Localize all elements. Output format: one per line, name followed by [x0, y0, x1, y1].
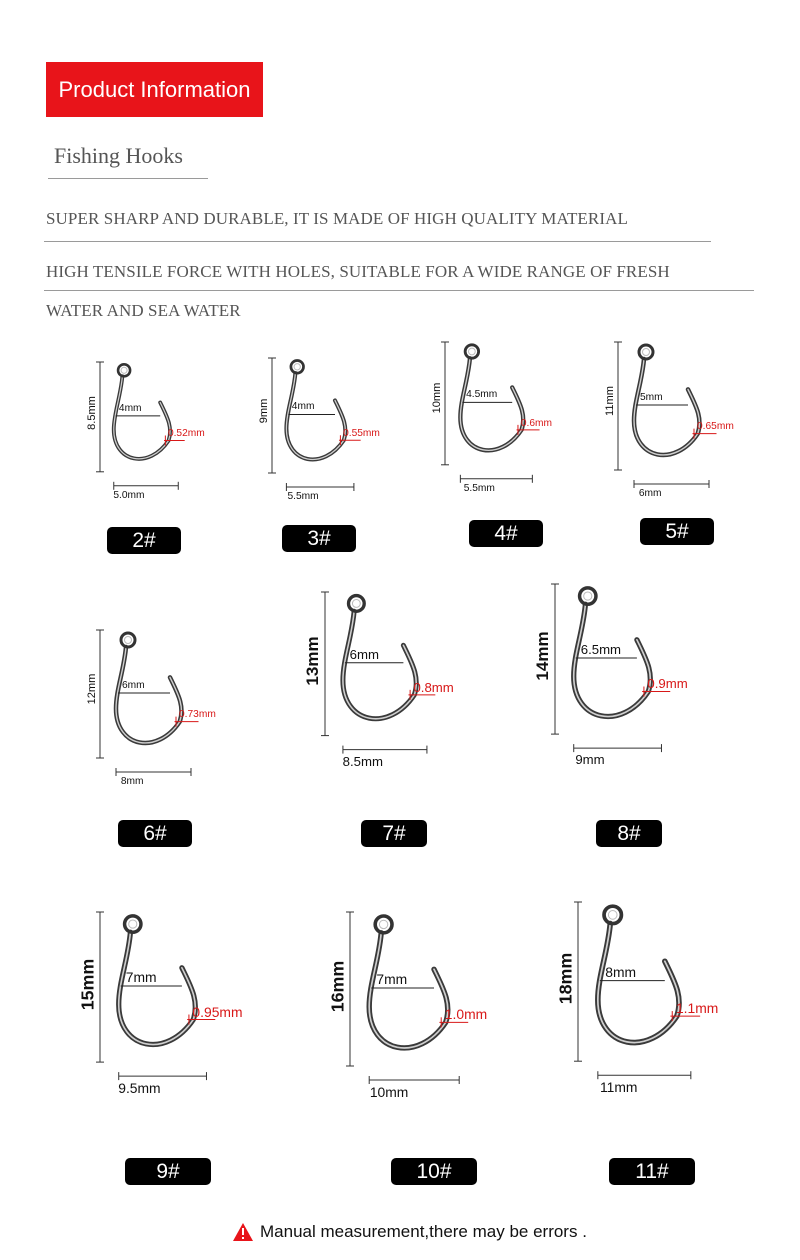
- hook-gap-label: 7mm: [125, 969, 157, 986]
- hook-wire-label: 0.95mm: [192, 1003, 243, 1020]
- hook-length-label: 8.5mm: [86, 396, 98, 430]
- hook-gap-label: 5mm: [640, 391, 663, 403]
- hook-gap-label: 6.5mm: [580, 641, 622, 657]
- hook-size-tag: 3#: [282, 525, 356, 552]
- hook-length-label: 10mm: [431, 383, 443, 414]
- hook-width-label: 11mm: [599, 1079, 638, 1096]
- hook-wire-label: 0.6mm: [520, 417, 552, 429]
- hook-size-tag: 5#: [640, 518, 714, 545]
- hook-width-label: 9.5mm: [118, 1080, 161, 1097]
- hook-length-label: 9mm: [258, 398, 270, 424]
- hook-size-tag: 6#: [118, 820, 192, 847]
- hook-length-label: 15mm: [77, 958, 98, 1011]
- hook-wire-label: 1.1mm: [675, 1000, 719, 1017]
- hook-width-label: 5.5mm: [287, 491, 319, 502]
- hook-length-label: 12mm: [86, 673, 98, 704]
- description-divider-1: [44, 241, 711, 242]
- hook-size-tag: 10#: [391, 1158, 477, 1185]
- hook-width-label: 8.5mm: [342, 753, 383, 769]
- hook-gap-label: 4mm: [118, 402, 142, 414]
- product-information-banner: Product Information: [46, 62, 263, 117]
- hook-size-tag: 11#: [609, 1158, 695, 1185]
- hook-wire-label: 0.52mm: [167, 428, 205, 440]
- warning-icon: [232, 1222, 254, 1242]
- hook-width-label: 9mm: [575, 752, 605, 768]
- hook-size-tag: 9#: [125, 1158, 211, 1185]
- hook-wire-label: 1.0mm: [444, 1006, 488, 1023]
- hook-length-label: 14mm: [533, 631, 552, 681]
- hook-wire-label: 0.55mm: [343, 428, 380, 440]
- hook-width-label: 6mm: [638, 488, 662, 499]
- hook-width-label: 8mm: [120, 776, 144, 787]
- hook-size-tag: 4#: [469, 520, 543, 547]
- hook-gap-label: 7mm: [376, 971, 408, 988]
- hook-size-tag: 7#: [361, 820, 427, 847]
- hook-size-tag: 8#: [596, 820, 662, 847]
- hook-gap-label: 8mm: [605, 963, 637, 980]
- hook-gap-label: 4.5mm: [466, 389, 498, 401]
- subtitle-divider: [48, 178, 208, 179]
- description-divider-2: [44, 290, 754, 291]
- hook-gap-label: 6mm: [349, 646, 379, 662]
- hook-wire-label: 0.8mm: [413, 679, 454, 695]
- description-line-2: HIGH TENSILE FORCE WITH HOLES, SUITABLE FOR A WIDE RANGE OF FRESH: [46, 262, 670, 281]
- description-line-1: SUPER SHARP AND DURABLE, IT IS MADE OF HIGH QUALITY MATERIAL: [46, 209, 628, 228]
- hook-width-label: 5.0mm: [113, 489, 145, 501]
- hook-gap-label: 6mm: [122, 679, 145, 691]
- hook-gap-label: 4mm: [291, 401, 315, 413]
- hook-size-tag: 2#: [107, 527, 181, 554]
- measurement-note: [232, 1222, 587, 1242]
- product-subtitle: Fishing Hooks: [54, 143, 183, 168]
- hook-length-label: 16mm: [327, 960, 348, 1012]
- hook-wire-label: 0.9mm: [647, 676, 688, 692]
- measurement-note-text: Manual measurement,there may be errors .: [260, 1222, 587, 1241]
- description-line-3: WATER AND SEA WATER: [46, 301, 241, 320]
- hook-length-label: 18mm: [555, 952, 576, 1004]
- hook-width-label: 10mm: [369, 1084, 409, 1100]
- hook-wire-label: 0.73mm: [179, 709, 216, 721]
- hook-width-label: 5.5mm: [463, 482, 495, 494]
- hook-length-label: 13mm: [303, 636, 322, 686]
- hook-length-label: 11mm: [604, 385, 616, 416]
- hook-wire-label: 0.65mm: [697, 421, 734, 433]
